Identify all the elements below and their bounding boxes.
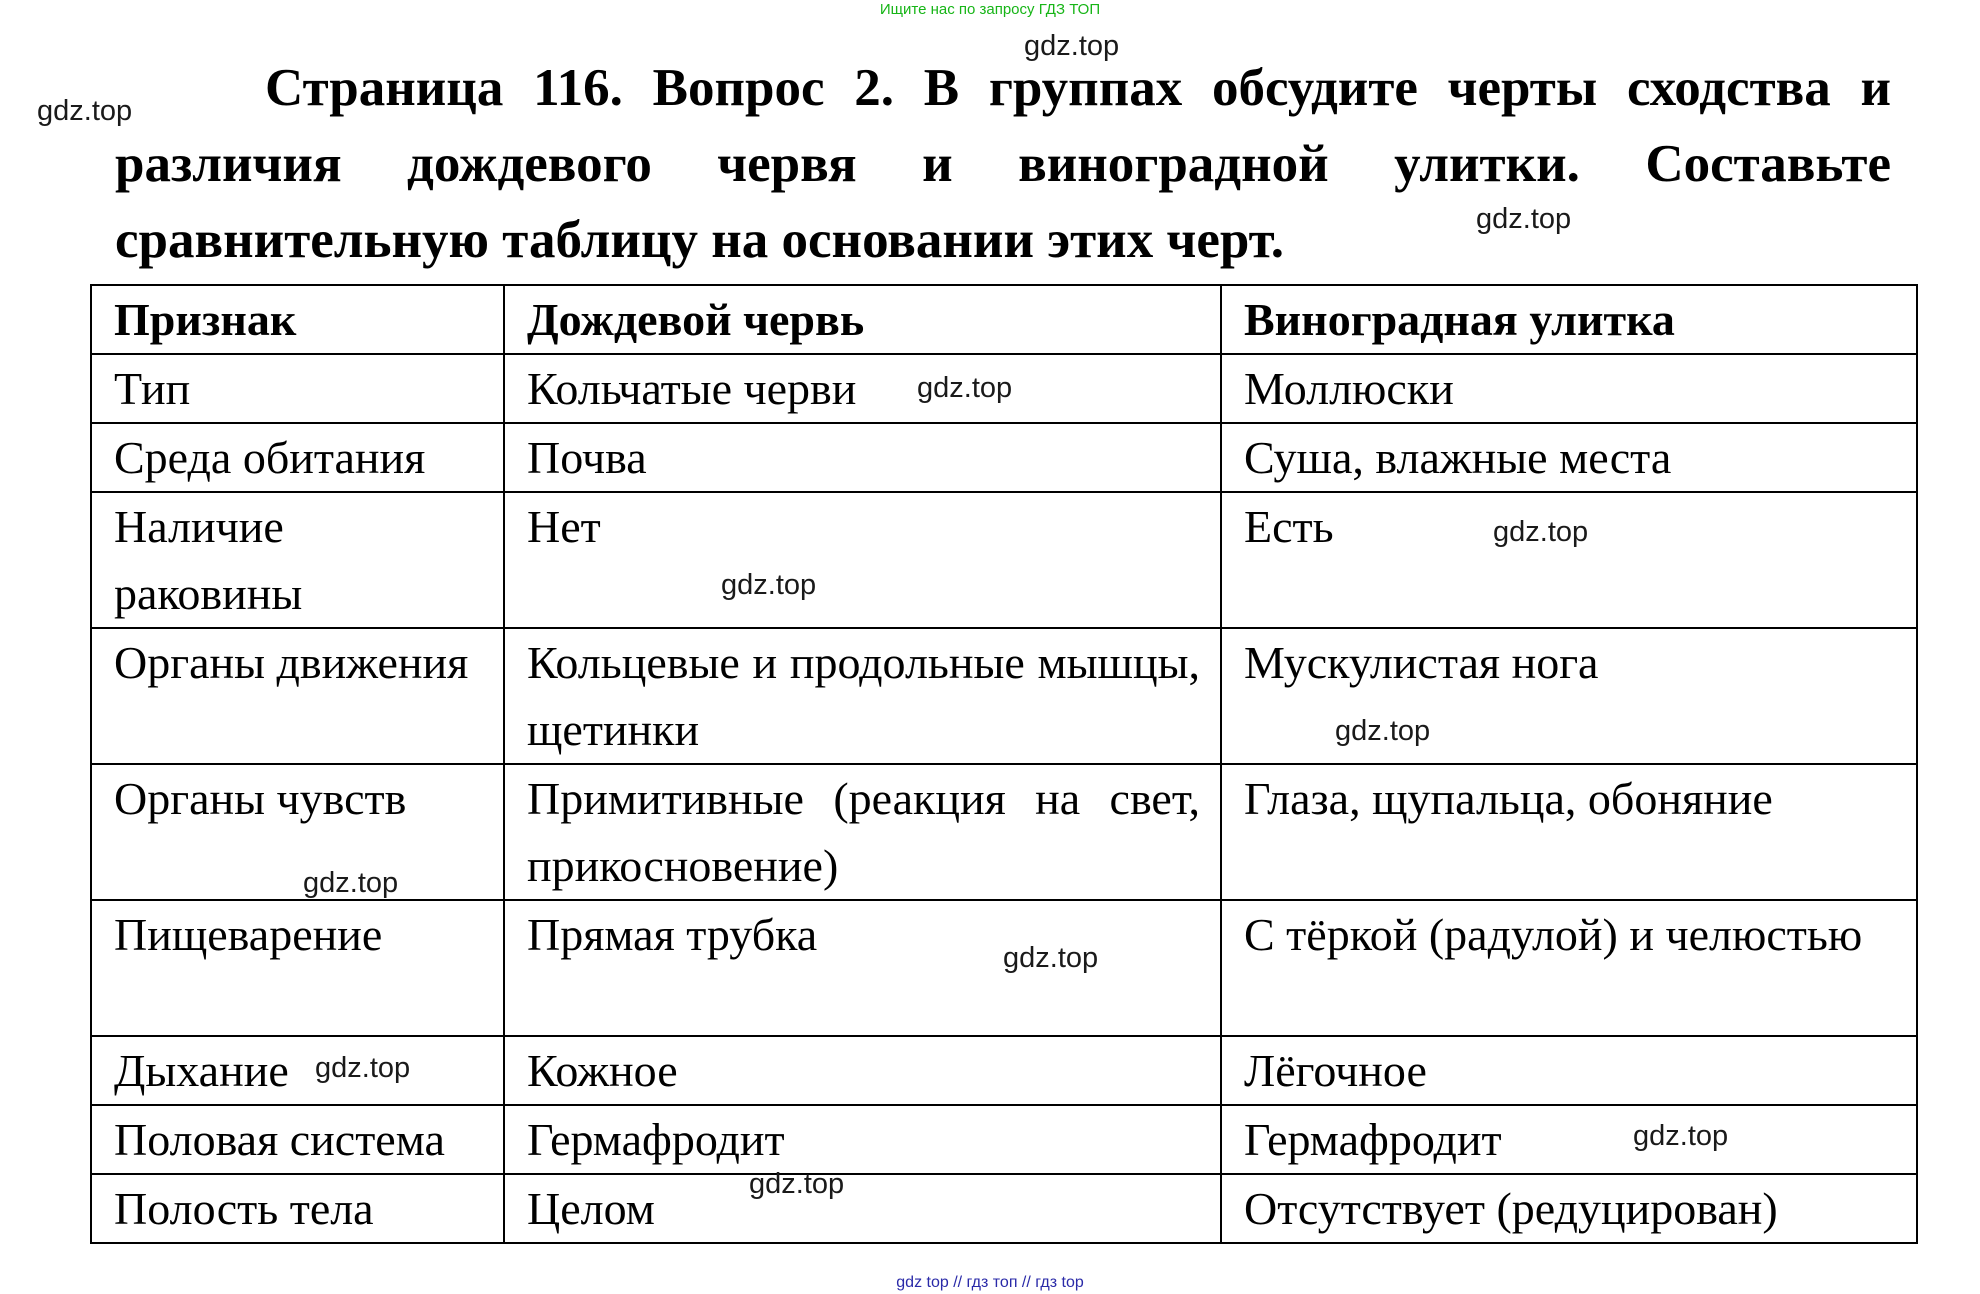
watermark: gdz.top	[1003, 942, 1099, 974]
watermark: gdz.top	[1476, 203, 1572, 235]
earthworm-cell: Кольцевые и продольные мышцы, щетинки	[504, 628, 1221, 764]
feature-cell: Тип	[91, 354, 504, 423]
table-row	[91, 423, 1917, 492]
feature-cell: Полость тела	[91, 1174, 504, 1243]
snail-cell: Лёгочное	[1221, 1036, 1917, 1105]
table-row	[91, 492, 1917, 628]
top-banner: Ищите нас по запросу ГДЗ ТОП	[879, 1, 1101, 18]
comparison-table	[90, 284, 1918, 1244]
feature-cell: Органы движения	[91, 628, 504, 764]
snail-cell: Мускулистая нога	[1221, 628, 1917, 764]
earthworm-cell: Гермафродит	[504, 1105, 1221, 1174]
watermark: gdz.top	[303, 867, 399, 899]
watermark: gdz.top	[1633, 1120, 1729, 1152]
table-row	[91, 1174, 1917, 1243]
earthworm-cell: Прямая трубка	[504, 900, 1221, 1036]
feature-cell: Среда обитания	[91, 423, 504, 492]
earthworm-cell: Нет	[504, 492, 1221, 628]
watermark: gdz.top	[1335, 715, 1431, 747]
table-header-row	[91, 285, 1917, 354]
header-cell: Виноградная улитка	[1221, 285, 1917, 354]
snail-cell: Суша, влажные места	[1221, 423, 1917, 492]
earthworm-cell: Примитивные (реакция на свет, прикосновение)	[504, 764, 1221, 900]
earthworm-cell: Целом	[504, 1174, 1221, 1243]
watermark: gdz.top	[749, 1168, 845, 1200]
question-heading: Страница 116. Вопрос 2. В группах обсудите черты сходства и различия дождевого червя и виноградной улитки. Составьте сравнительную таблицу на основании этих черт.	[115, 59, 1891, 269]
watermark: gdz.top	[37, 95, 133, 127]
earthworm-cell: Почва	[504, 423, 1221, 492]
watermark: gdz.top	[315, 1052, 411, 1084]
watermark: gdz.top	[1024, 30, 1120, 62]
header-cell: Признак	[91, 285, 504, 354]
footer-links: gdz top // гдз топ // гдз top	[896, 1274, 1084, 1291]
snail-cell: Моллюски	[1221, 354, 1917, 423]
feature-cell: Наличие раковины	[91, 492, 504, 628]
watermark: gdz.top	[917, 372, 1013, 404]
snail-cell: Отсутствует (редуцирован)	[1221, 1174, 1917, 1243]
watermark: gdz.top	[1493, 516, 1589, 548]
feature-cell: Пищеварение	[91, 900, 504, 1036]
snail-cell: Есть	[1221, 492, 1917, 628]
earthworm-cell: Кожное	[504, 1036, 1221, 1105]
snail-cell: Гермафродит	[1221, 1105, 1917, 1174]
snail-cell: Глаза, щупальца, обоняние	[1221, 764, 1917, 900]
feature-cell: Дыхание	[91, 1036, 504, 1105]
header-cell: Дождевой червь	[504, 285, 1221, 354]
earthworm-cell: Кольчатые черви	[504, 354, 1221, 423]
feature-cell: Органы чувств	[91, 764, 504, 900]
feature-cell: Половая система	[91, 1105, 504, 1174]
snail-cell: С тёркой (радулой) и челюстью	[1221, 900, 1917, 1036]
watermark: gdz.top	[721, 569, 817, 601]
table-row	[91, 628, 1917, 764]
